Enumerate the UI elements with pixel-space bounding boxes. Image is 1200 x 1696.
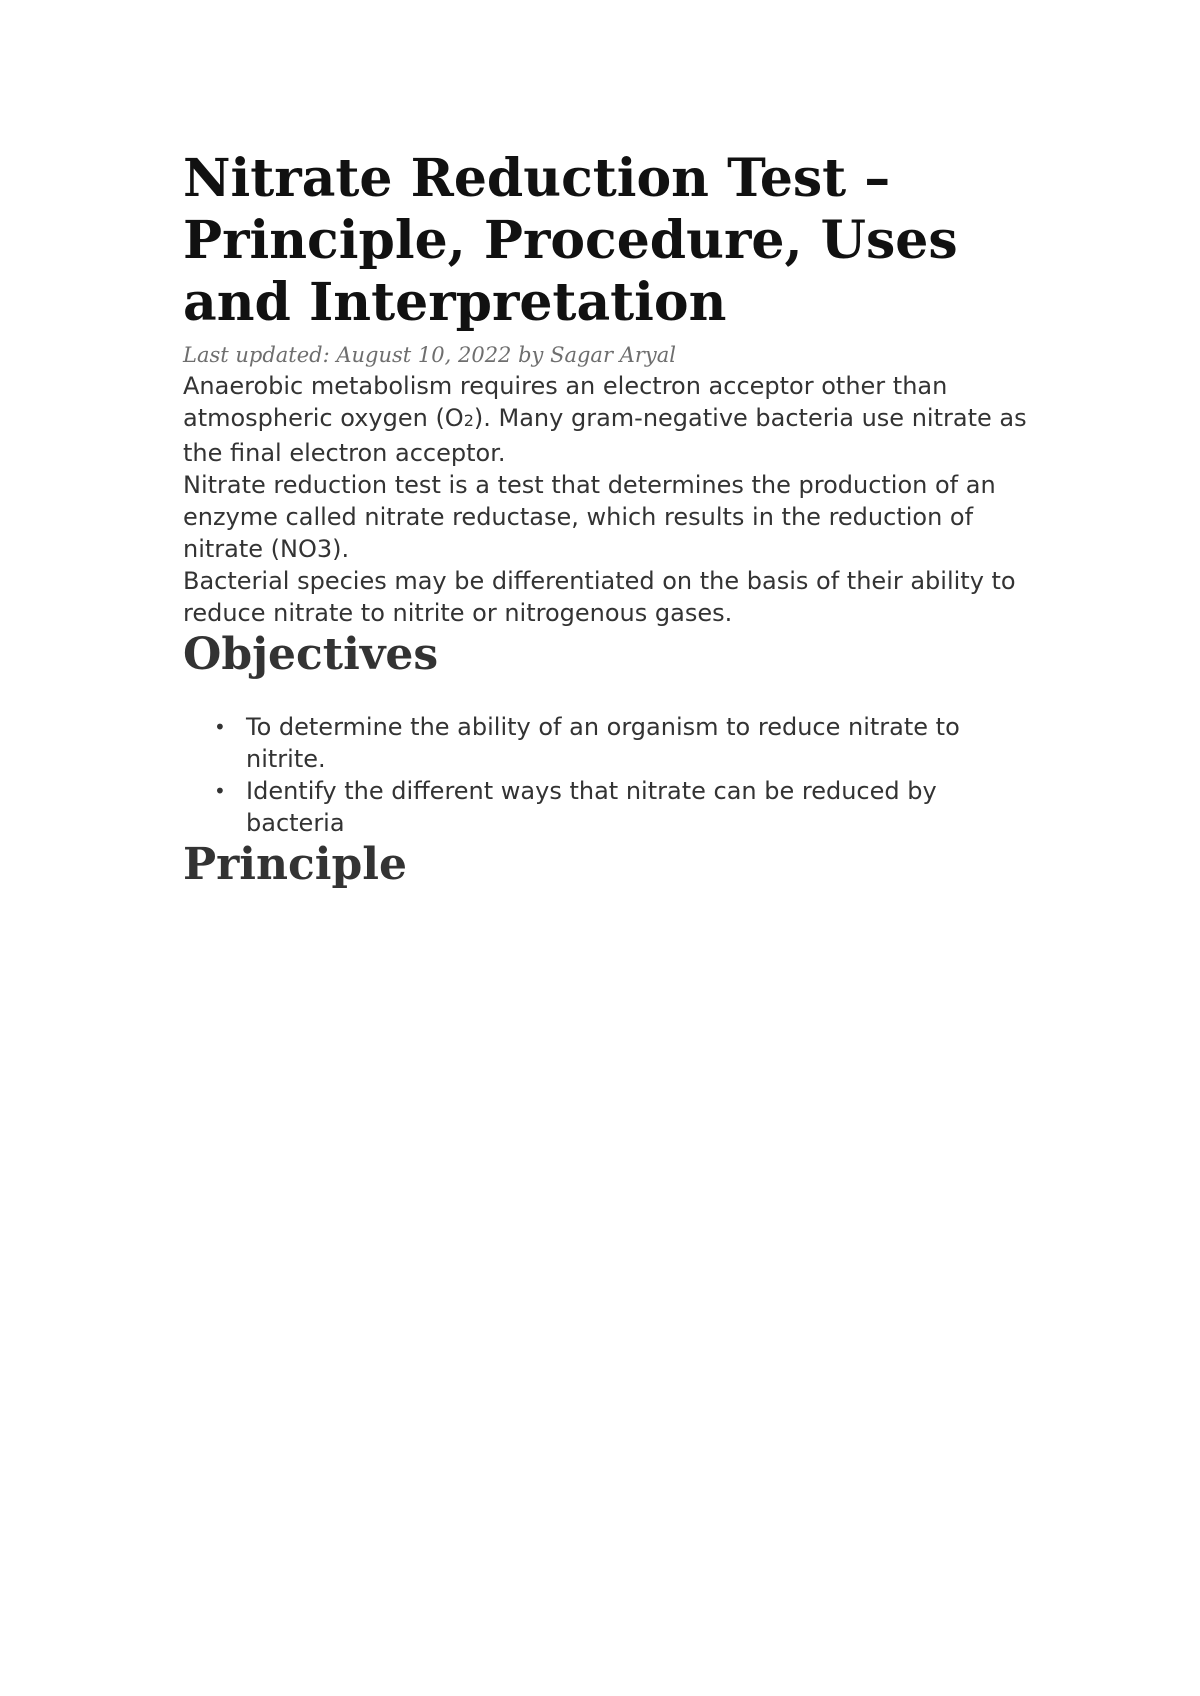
oxygen-subscript: 2 [463,411,474,430]
article-title: Nitrate Reduction Test – Principle, Procedure, Uses and Interpretation [183,148,958,333]
bullet-icon: • [214,715,226,739]
bullet-icon: • [214,779,226,803]
objective-text: To determine the ability of an organism to reduce nitrate to nitrite. [246,713,960,773]
intro-paragraph-2: Nitrate reduction test is a test that determines the production of an enzyme called nitrate reductase, which results in the reduction of nitrate (NO3). [183,471,996,563]
list-item [183,711,1033,775]
objective-text: Identify the different ways that nitrate can be reduced by bacteria [246,777,937,837]
intro-paragraph-1-text-a: Anaerobic metabolism requires an electron acceptor other than atmospheric oxygen (O [183,372,948,432]
objectives-list [183,711,1033,839]
intro-paragraph-3: Bacterial species may be differentiated on the basis of their ability to reduce nitrate to nitrite or nitrogenous gases. [183,567,1016,627]
principle-heading: Principle [183,839,407,890]
list-item [183,775,1033,839]
article-meta: Last updated: August 10, 2022 by Sagar Aryal [183,343,676,367]
article [183,148,1033,891]
objectives-heading: Objectives [183,629,439,680]
intro-paragraph-1-text-b: ). Many gram-negative bacteria use nitrate as the final electron acceptor. [183,404,1027,467]
intro-paragraph-1 [183,370,1033,469]
